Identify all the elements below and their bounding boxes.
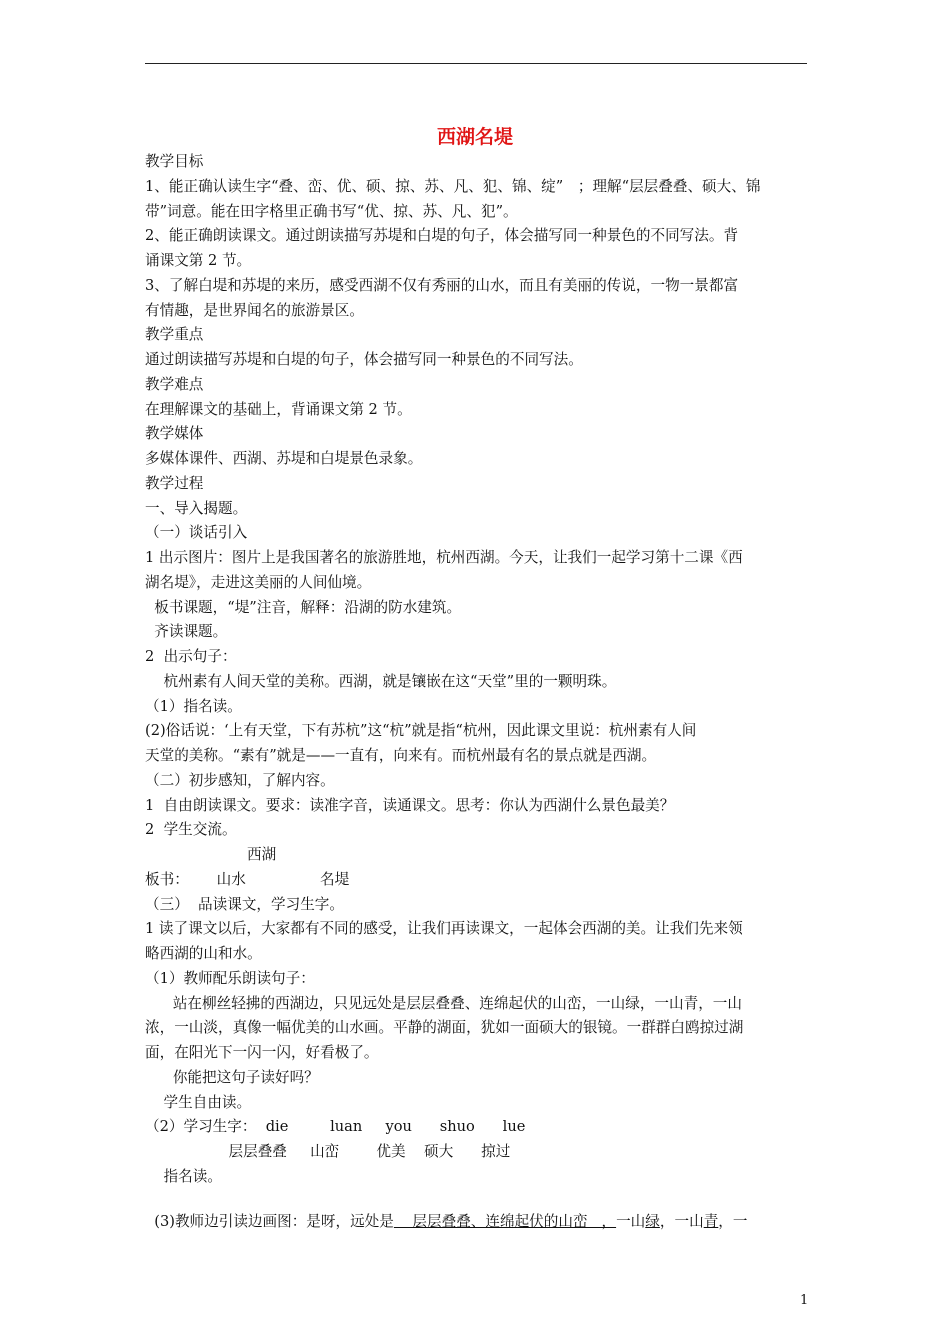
text-line-last — [145, 1192, 748, 1232]
text-line: 2、能正确朗读课文。通过朗读描写苏堤和白堤的句子，体会描写同一种景色的不同写法。背 — [145, 227, 739, 245]
underlined-word-green: 绿 — [645, 1212, 660, 1230]
text-line: 有情趣，是世界闻名的旅游景区。 — [145, 301, 364, 319]
text-line: 通过朗读描写苏堤和白堤的句子，体会描写同一种景色的不同写法。 — [145, 351, 583, 368]
underlined-word-cyan: 青 — [703, 1212, 719, 1230]
text-line: 1、能正确认读生字“叠、峦、优、硕、掠、苏、凡、犯、锦、绽” ；理解“层层叠叠、硕大、锦 — [145, 177, 761, 195]
page-title: 西湖名堤 — [436, 126, 513, 148]
last-line-prefix: (3)教师边引读边画图：是呀，远处是 — [154, 1212, 394, 1230]
text-line: 你能把这句子读好吗？ — [145, 1068, 319, 1086]
last-line-suffix: ，一 — [718, 1212, 748, 1230]
text-line: 指名读。 — [145, 1167, 222, 1185]
text-line: 多媒体课件、西湖、苏堤和白堤景色录象。 — [145, 450, 423, 467]
text-line: （1）指名读。 — [145, 697, 242, 715]
text-line: 面，在阳光下一闪一闪，好看极了。 — [145, 1044, 379, 1061]
text-line: 湖名堤》，走进这美丽的人间仙境。 — [145, 573, 372, 591]
header-rule — [145, 63, 807, 64]
underlined-blank: 层层叠叠、连绵起伏的山峦 ， — [393, 1212, 617, 1230]
page-number: 1 — [800, 1293, 809, 1308]
text-line: 一、导入揭题。 — [145, 499, 248, 517]
text-line: (2)俗话说：‘上有天堂，下有苏杭”这“杭”就是指“杭州，因此课文里说：杭州素有人间 — [145, 722, 697, 740]
text-line: 教学目标 — [145, 153, 204, 170]
text-line: 西湖 — [145, 846, 277, 863]
text-line: 1 出示图片：图片上是我国著名的旅游胜地，杭州西湖。今天，让我们一起学习第十二课《西 — [145, 549, 743, 566]
text-line: 板书课题，“堤”注音，解释：沿湖的防水建筑。 — [145, 598, 462, 616]
text-line: （2）学习生字： die luan you shuo lue — [145, 1118, 526, 1136]
text-line: 1 自由朗读课文。要求：读准字音，读通课文。思考：你认为西湖什么景色最美？ — [145, 796, 675, 814]
text-line: 略西湖的山和水。 — [145, 945, 262, 962]
text-line: 教学过程 — [145, 474, 204, 492]
text-line: 教学媒体 — [145, 425, 204, 443]
text-line: 天堂的美称。“素有”就是——一直有，向来有。而杭州最有名的景点就是西湖。 — [145, 747, 657, 764]
text-line: 教学重点 — [145, 326, 204, 344]
last-line-middle: 一山 — [616, 1212, 646, 1230]
text-line: 学生自由读。 — [145, 1093, 252, 1111]
text-line: （一）谈话引入 — [145, 524, 248, 542]
text-line: 浓，一山淡，真像一幅优美的山水画。平静的湖面，犹如一面硕大的银镜。一群群白鸥掠过湖 — [145, 1019, 744, 1037]
text-line: 1 读了课文以后，大家都有不同的感受，让我们再读课文，一起体会西湖的美。让我们先来领 — [145, 920, 743, 938]
last-line-sep: ，一山 — [659, 1212, 704, 1230]
text-line: 教学难点 — [145, 375, 204, 393]
text-line: （三） 品读课文，学习生字。 — [145, 895, 344, 913]
text-line: 层层叠叠 山峦 优美 硕大 掠过 — [145, 1143, 511, 1160]
text-line: （二）初步感知，了解内容。 — [145, 771, 335, 789]
text-line: （1）教师配乐朗读句子： — [145, 969, 315, 987]
text-line: 杭州素有人间天堂的美称。西湖，就是镶嵌在这“天堂”里的一颗明珠。 — [145, 672, 617, 690]
text-line: 在理解课文的基础上，背诵课文第 2 节。 — [145, 400, 412, 418]
text-line: 站在柳丝轻拂的西湖边，只见远处是层层叠叠、连绵起伏的山峦，一山绿，一山青，一山 — [145, 994, 742, 1012]
text-line: 诵课文第 2 节。 — [145, 252, 252, 269]
text-line: 2 学生交流。 — [145, 821, 237, 839]
text-line: 2 出示句子： — [145, 648, 237, 665]
text-line: 3、了解白堤和苏堤的来历，感受西湖不仅有秀丽的山水，而且有美丽的传说，一物一景都富 — [145, 276, 739, 294]
text-line: 带”词意。能在田字格里正确书写“优、掠、苏、凡、犯”。 — [145, 202, 518, 220]
text-line: 板书： 山水 名堤 — [145, 870, 350, 888]
text-line: 齐读课题。 — [145, 623, 228, 641]
